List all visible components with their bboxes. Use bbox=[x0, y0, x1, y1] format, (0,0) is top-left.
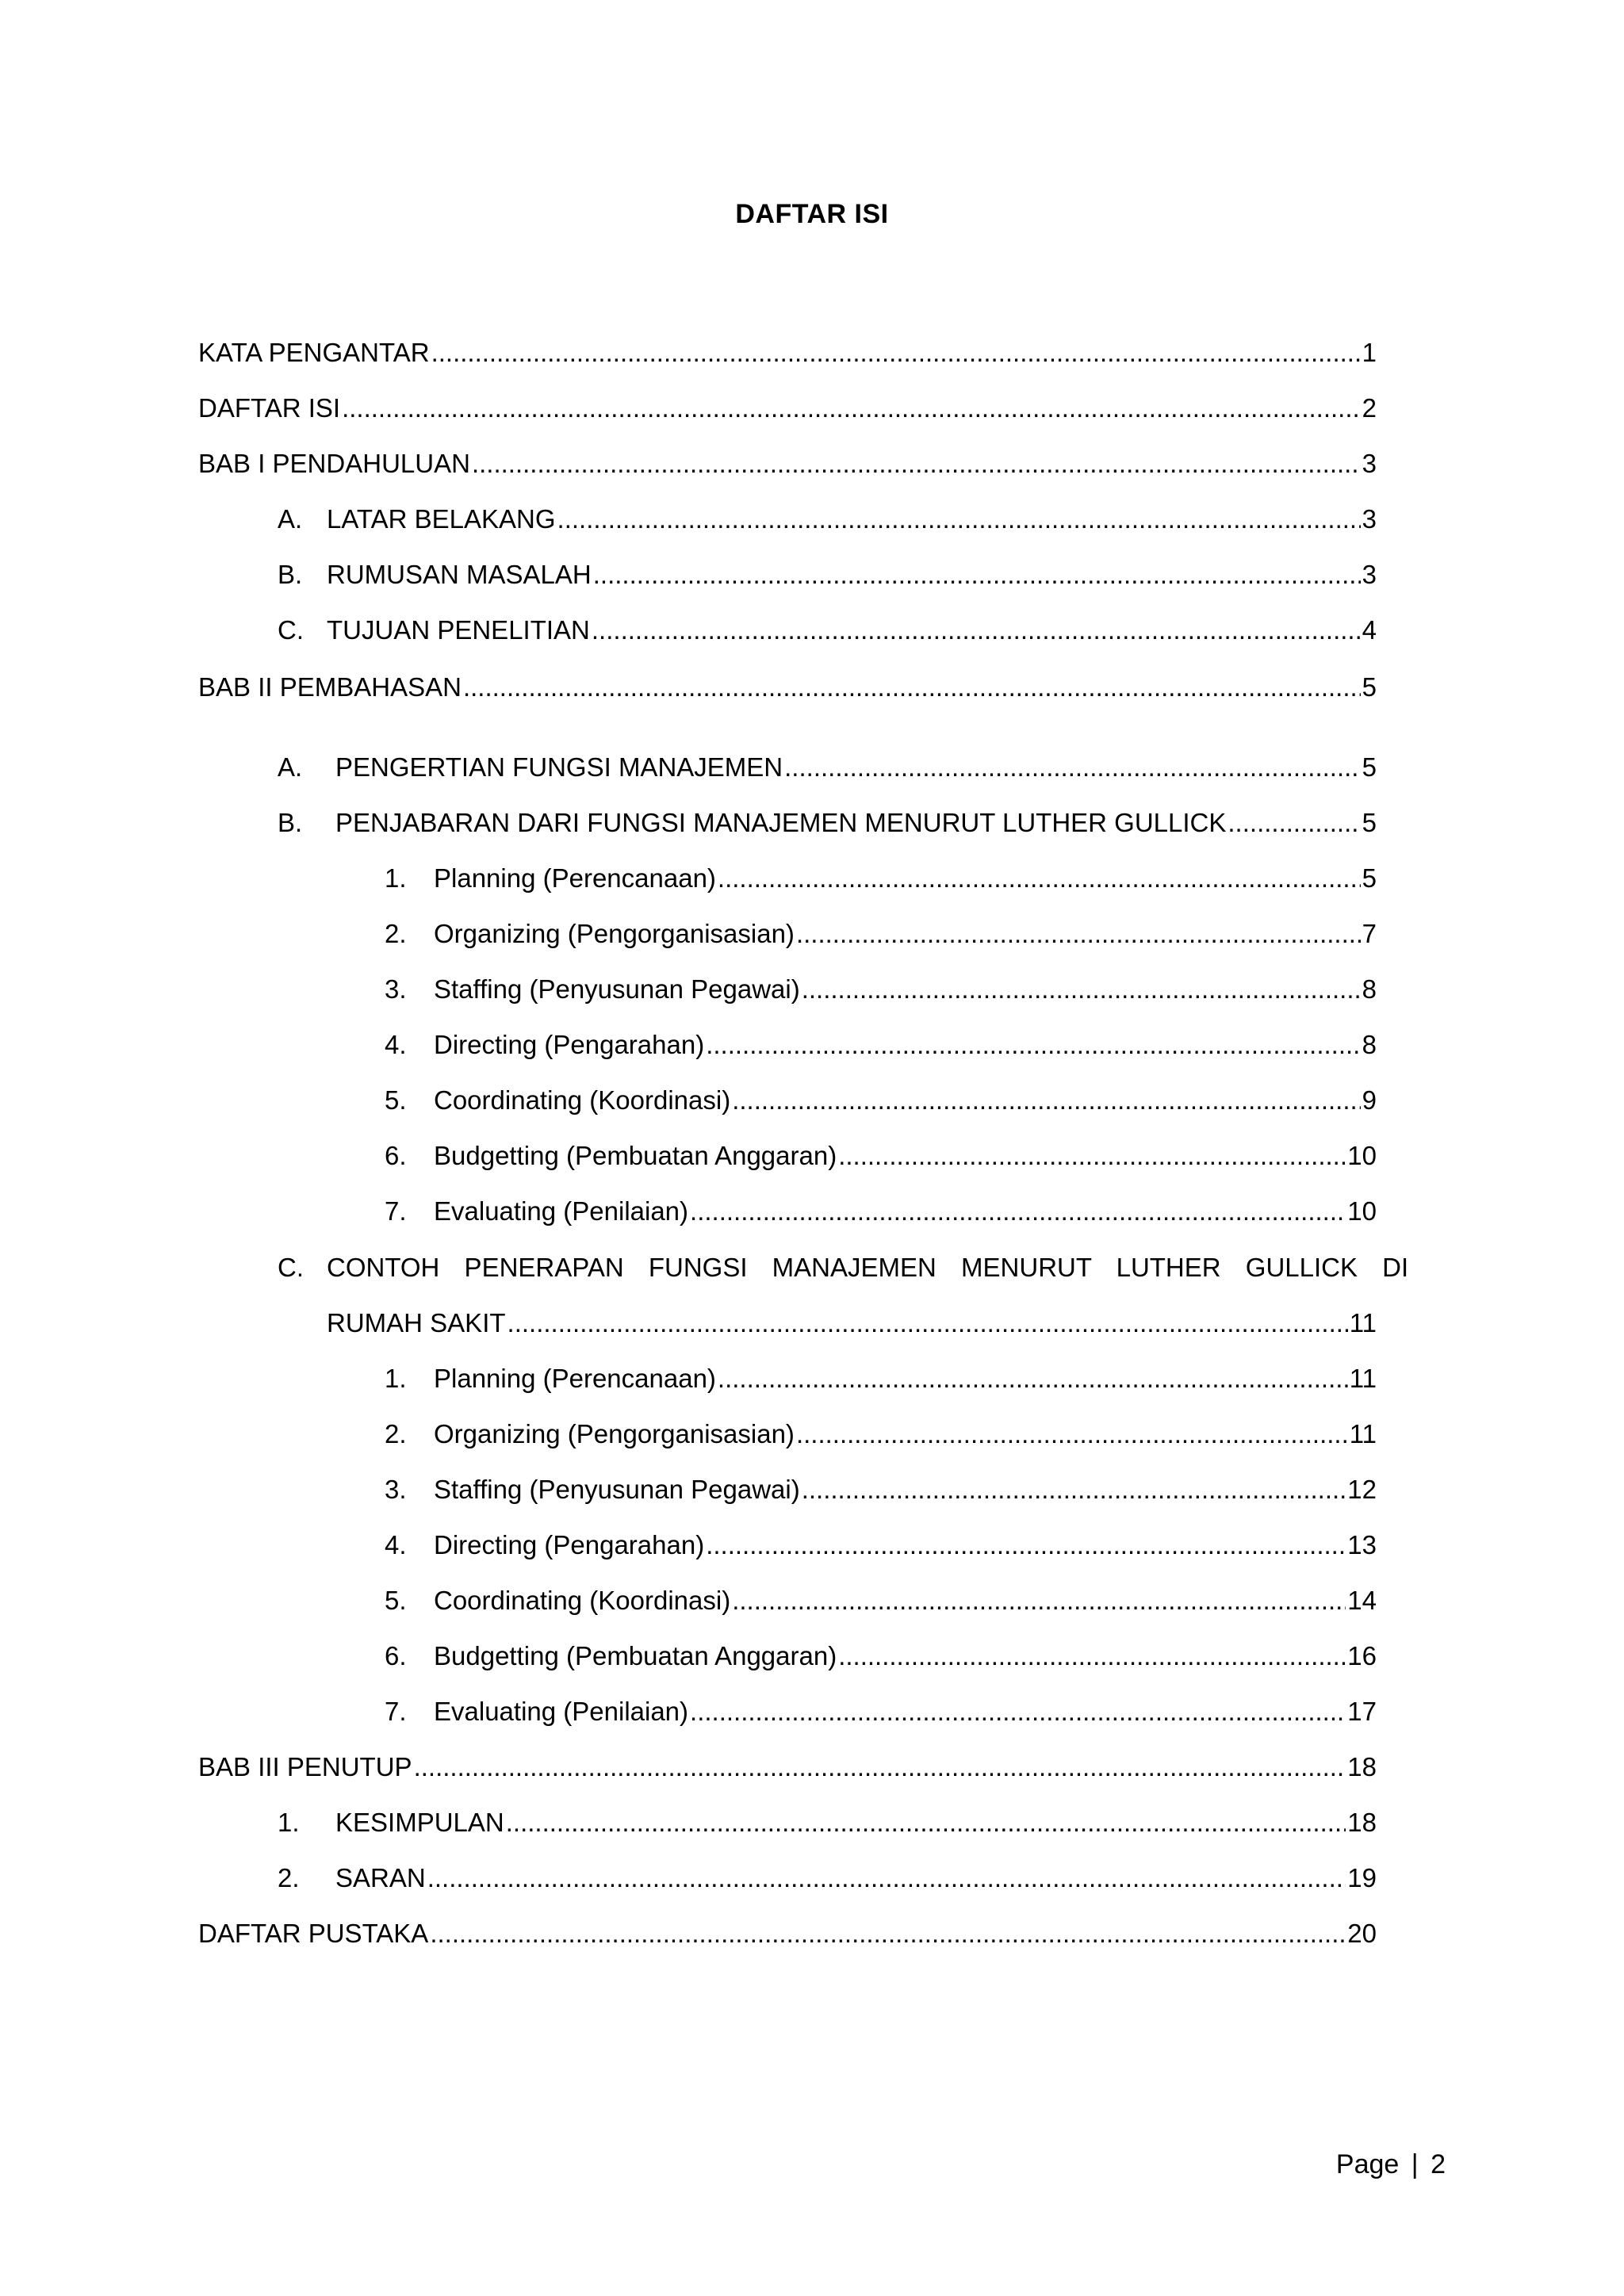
toc-entry-wrapped[interactable] bbox=[278, 1252, 1408, 1284]
dot-leader bbox=[802, 974, 1361, 1005]
dot-leader bbox=[506, 1807, 1346, 1839]
toc-entry-marker: B. bbox=[278, 560, 303, 589]
toc-entry-marker: 5. bbox=[385, 1586, 407, 1615]
toc-entry-marker: 1. bbox=[385, 1364, 407, 1393]
toc-entry-label: TUJUAN PENELITIAN bbox=[327, 615, 590, 645]
dot-leader bbox=[802, 1474, 1346, 1506]
dot-leader bbox=[463, 672, 1361, 703]
toc-entry-page: 9 bbox=[1362, 1085, 1377, 1115]
toc-entry-page: 14 bbox=[1347, 1586, 1377, 1615]
toc-entry-page: 11 bbox=[1349, 1419, 1377, 1448]
toc-entry[interactable] bbox=[385, 1029, 1377, 1061]
toc-entry-label: Organizing (Pengorganisasian) bbox=[434, 1419, 795, 1448]
page-footer bbox=[1336, 2149, 1446, 2180]
toc-entry[interactable] bbox=[385, 1085, 1377, 1116]
toc-entry-label: Budgetting (Pembuatan Anggaran) bbox=[434, 1141, 837, 1170]
toc-entry-label: RUMUSAN MASALAH bbox=[327, 560, 592, 589]
toc-entry-label: Budgetting (Pembuatan Anggaran) bbox=[434, 1641, 837, 1670]
toc-entry-marker: 2. bbox=[278, 1863, 300, 1892]
toc-entry-page: 1 bbox=[1362, 338, 1377, 367]
toc-entry-label: Staffing (Penyusunan Pegawai) bbox=[434, 974, 800, 1004]
toc-entry-marker: A. bbox=[278, 504, 303, 534]
toc-entry[interactable] bbox=[385, 863, 1377, 894]
dot-leader bbox=[706, 1029, 1360, 1061]
toc-entry-marker: 3. bbox=[385, 974, 407, 1004]
toc-entry-label: PENJABARAN DARI FUNGSI MANAJEMEN MENURUT LUTHER GULLICK bbox=[335, 808, 1227, 837]
toc-entry-marker: C. bbox=[278, 1253, 304, 1282]
toc-entry-page: 10 bbox=[1347, 1196, 1377, 1226]
toc-entry-marker: 6. bbox=[385, 1641, 407, 1670]
dot-leader bbox=[706, 1529, 1346, 1561]
toc-entry-marker: 7. bbox=[385, 1196, 407, 1226]
toc-entry-page: 3 bbox=[1362, 449, 1377, 478]
dot-leader bbox=[430, 1918, 1346, 1950]
dot-leader bbox=[593, 559, 1361, 591]
dot-leader bbox=[838, 1140, 1346, 1172]
toc-entry[interactable] bbox=[385, 1474, 1377, 1506]
toc-entry-page: 3 bbox=[1362, 560, 1377, 589]
toc-entry[interactable] bbox=[385, 974, 1377, 1005]
dot-leader bbox=[838, 1640, 1346, 1672]
dot-leader bbox=[508, 1307, 1348, 1339]
toc-entry-label: BAB III PENUTUP bbox=[198, 1752, 412, 1781]
toc-entry[interactable] bbox=[385, 1196, 1377, 1227]
toc-entry[interactable] bbox=[385, 1529, 1377, 1561]
toc-entry-page: 12 bbox=[1347, 1475, 1377, 1504]
toc-entry-label: LATAR BELAKANG bbox=[327, 504, 556, 534]
toc-entry-page: 18 bbox=[1347, 1808, 1377, 1837]
toc-entry-marker: 5. bbox=[385, 1085, 407, 1115]
toc-entry-marker: 1. bbox=[278, 1808, 300, 1837]
toc-entry-page: 5 bbox=[1362, 672, 1377, 702]
dot-leader bbox=[796, 918, 1361, 950]
toc-entry-label: KESIMPULAN bbox=[335, 1808, 504, 1837]
toc-entry-page: 8 bbox=[1362, 1030, 1377, 1059]
toc-entry-page: 11 bbox=[1349, 1308, 1377, 1337]
toc-entry-label: RUMAH SAKIT bbox=[327, 1308, 506, 1337]
footer-separator: | bbox=[1411, 2149, 1419, 2179]
toc-entry-marker: A. bbox=[278, 752, 303, 782]
toc-entry-label: CONTOH PENERAPAN FUNGSI MANAJEMEN MENURUT LUTHER GULLICK DI bbox=[327, 1253, 1409, 1282]
dot-leader bbox=[427, 1862, 1346, 1894]
footer-page-number: 2 bbox=[1431, 2149, 1446, 2179]
toc-entry-label: PENGERTIAN FUNGSI MANAJEMEN bbox=[335, 752, 783, 782]
toc-entry-label: KATA PENGANTAR bbox=[198, 338, 430, 367]
toc-entry[interactable] bbox=[385, 1696, 1377, 1728]
toc-entry-page: 5 bbox=[1362, 752, 1377, 782]
toc-entry-marker: C. bbox=[278, 615, 304, 645]
toc-entry-page: 10 bbox=[1347, 1141, 1377, 1170]
toc-entry-label: Planning (Perencanaan) bbox=[434, 1364, 716, 1393]
dot-leader bbox=[472, 448, 1361, 480]
footer-page-word: Page bbox=[1335, 2149, 1400, 2179]
toc-entry-label: Staffing (Penyusunan Pegawai) bbox=[434, 1475, 800, 1504]
toc-entry-marker: 2. bbox=[385, 919, 407, 948]
toc-entry[interactable] bbox=[198, 337, 1377, 369]
toc-entry-marker: 3. bbox=[385, 1475, 407, 1504]
toc-entry-page: 13 bbox=[1347, 1530, 1377, 1559]
toc-entry[interactable] bbox=[385, 1418, 1377, 1450]
dot-leader bbox=[732, 1085, 1360, 1116]
toc-entry[interactable] bbox=[278, 1862, 1377, 1894]
dot-leader bbox=[690, 1196, 1346, 1227]
toc-entry[interactable] bbox=[278, 559, 1377, 591]
toc-entry-label: Directing (Pengarahan) bbox=[434, 1530, 705, 1559]
toc-entry-page: 8 bbox=[1362, 974, 1377, 1004]
toc-entry[interactable] bbox=[198, 448, 1377, 480]
dot-leader bbox=[592, 614, 1361, 646]
dot-leader bbox=[1228, 807, 1360, 839]
toc-entry[interactable] bbox=[278, 614, 1377, 646]
toc-entry-label: Coordinating (Koordinasi) bbox=[434, 1586, 731, 1615]
toc-entry-marker: 2. bbox=[385, 1419, 407, 1448]
toc-entry-page: 20 bbox=[1347, 1919, 1377, 1948]
toc-entry-page: 5 bbox=[1362, 808, 1377, 837]
dot-leader bbox=[431, 337, 1361, 369]
toc-entry-label: SARAN bbox=[335, 1863, 426, 1892]
toc-entry[interactable] bbox=[278, 807, 1377, 839]
toc-entry[interactable] bbox=[278, 1807, 1377, 1839]
toc-entry-label: Organizing (Pengorganisasian) bbox=[434, 919, 795, 948]
toc-entry[interactable] bbox=[385, 1585, 1377, 1617]
dot-leader bbox=[690, 1696, 1346, 1728]
toc-entry-label: Coordinating (Koordinasi) bbox=[434, 1085, 731, 1115]
toc-entry-continuation[interactable] bbox=[327, 1307, 1377, 1339]
dot-leader bbox=[796, 1418, 1348, 1450]
toc-entry-page: 3 bbox=[1362, 504, 1377, 534]
toc-entry[interactable] bbox=[198, 392, 1377, 424]
dot-leader bbox=[342, 392, 1361, 424]
toc-entry-label: BAB II PEMBAHASAN bbox=[198, 672, 462, 702]
dot-leader bbox=[414, 1751, 1346, 1783]
toc-entry-label: DAFTAR PUSTAKA bbox=[198, 1919, 429, 1948]
toc-entry-page: 4 bbox=[1362, 615, 1377, 645]
toc-entry-page: 17 bbox=[1347, 1697, 1377, 1726]
toc-entry-marker: 4. bbox=[385, 1530, 407, 1559]
toc-entry-label: Directing (Pengarahan) bbox=[434, 1030, 705, 1059]
toc-entry-label: Evaluating (Penilaian) bbox=[434, 1196, 689, 1226]
dot-leader bbox=[557, 503, 1361, 535]
toc-entry[interactable] bbox=[385, 1140, 1377, 1172]
toc-entry-label: DAFTAR ISI bbox=[198, 393, 341, 423]
toc-entry-marker: B. bbox=[278, 808, 303, 837]
dot-leader bbox=[718, 863, 1361, 894]
toc-entry-page: 7 bbox=[1362, 919, 1377, 948]
toc-entry-marker: 7. bbox=[385, 1697, 407, 1726]
toc-entry-marker: 4. bbox=[385, 1030, 407, 1059]
toc-entry[interactable] bbox=[198, 1918, 1377, 1950]
toc-entry[interactable] bbox=[198, 1751, 1377, 1783]
toc-entry-label: Evaluating (Penilaian) bbox=[434, 1697, 689, 1726]
toc-entry-marker: 1. bbox=[385, 863, 407, 893]
toc-entry-page: 11 bbox=[1349, 1364, 1377, 1393]
toc-entry[interactable] bbox=[198, 672, 1377, 703]
toc-entry-page: 19 bbox=[1347, 1863, 1377, 1892]
dot-leader bbox=[784, 752, 1361, 783]
toc-entry-label: BAB I PENDAHULUAN bbox=[198, 449, 470, 478]
toc-entry[interactable] bbox=[385, 1363, 1377, 1395]
toc-entry-marker: 6. bbox=[385, 1141, 407, 1170]
toc-entry[interactable] bbox=[278, 503, 1377, 535]
toc-entry-page: 5 bbox=[1362, 863, 1377, 893]
toc-entry-page: 18 bbox=[1347, 1752, 1377, 1781]
toc-entry[interactable] bbox=[278, 752, 1377, 783]
toc-entry[interactable] bbox=[385, 1640, 1377, 1672]
toc-entry[interactable] bbox=[385, 918, 1377, 950]
dot-leader bbox=[732, 1585, 1346, 1617]
toc-entry-page: 16 bbox=[1347, 1641, 1377, 1670]
page-title: DAFTAR ISI bbox=[735, 199, 889, 229]
toc-entry-label: Planning (Perencanaan) bbox=[434, 863, 716, 893]
dot-leader bbox=[718, 1363, 1348, 1395]
toc-entry-page: 2 bbox=[1362, 393, 1377, 423]
